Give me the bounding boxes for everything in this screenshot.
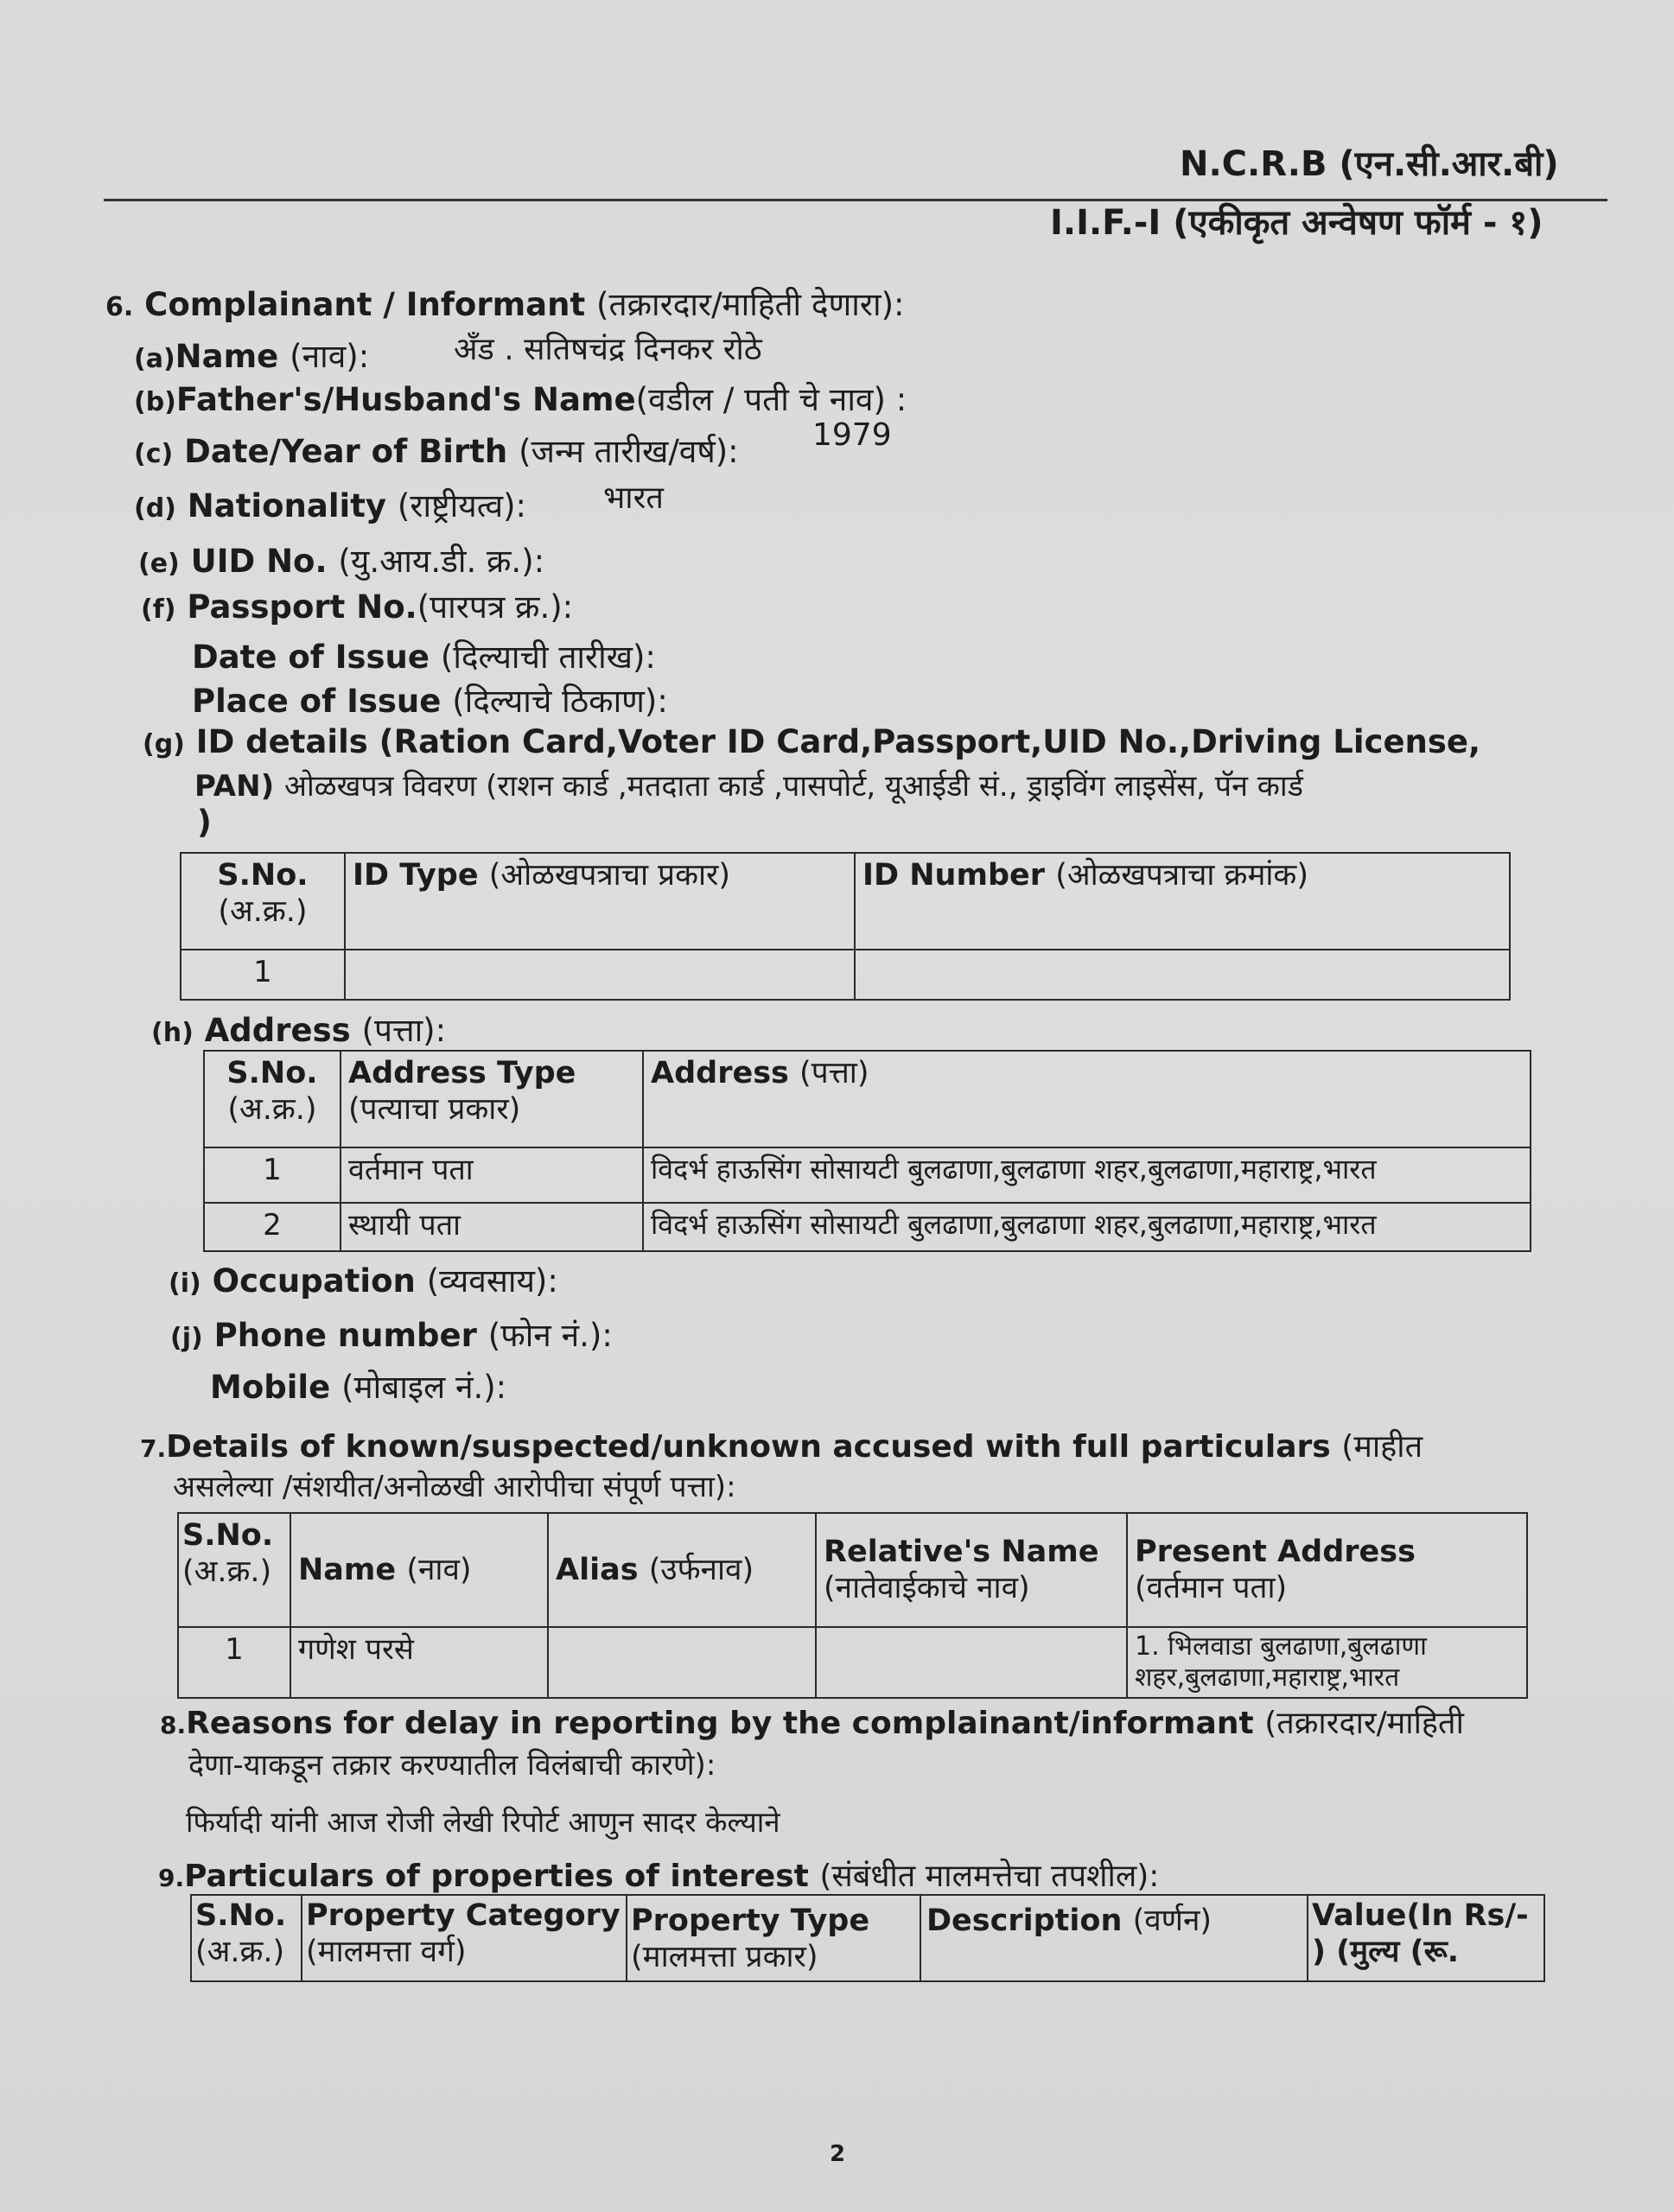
passport-key: (f) (141, 594, 176, 625)
property-col-category-en: Property Category (306, 1898, 621, 1933)
accused-col-alias (548, 1513, 816, 1627)
uid-label: UID No. (190, 543, 328, 580)
section7-title-en: Details of known/suspected/unknown accused with full particulars (166, 1429, 1331, 1465)
accused-col-alias-en: Alias (556, 1553, 639, 1587)
nationality-field (134, 482, 526, 526)
uid-field (138, 537, 544, 582)
table-row (178, 1627, 1527, 1698)
doi-label: Date of Issue (192, 639, 430, 676)
address-key: (h) (151, 1018, 194, 1048)
id-table-col-number (855, 853, 1510, 950)
property-col-value (1308, 1895, 1544, 1981)
accused-col-sno-en: S.No. (182, 1518, 274, 1553)
name-label: Name (175, 338, 279, 375)
nationality-key: (d) (134, 493, 176, 524)
col-number-dv: (ओळखपत्राचा क्रमांक) (1055, 858, 1308, 893)
property-col-description-dv: (वर्णन) (1132, 1904, 1213, 1938)
accused-col-sno-dv: (अ.क्र.) (182, 1554, 272, 1589)
section9-title-dv: (संबंधीत मालमत्तेचा तपशील): (819, 1859, 1160, 1894)
address-field (151, 1007, 446, 1051)
accused-table-header (178, 1513, 1527, 1627)
table-row (204, 1147, 1531, 1203)
mobile-label: Mobile (210, 1369, 331, 1406)
col-type-dv: (ओळखपत्राचा प्रकार) (488, 858, 730, 893)
col-sno-en: S.No. (217, 858, 309, 893)
section7-title (140, 1424, 1423, 1466)
addr-row1-type: वर्तमान पता (341, 1147, 643, 1203)
id-row-number (855, 950, 1510, 1000)
address-table-col-type (341, 1051, 643, 1147)
table-row (204, 1203, 1531, 1251)
accused-col-relative (816, 1513, 1127, 1627)
col-sno-dv: (अ.क्र.) (218, 894, 308, 929)
section7-subtitle: असलेल्या /संशयीत/अनोळखी आरोपीचा संपूर्ण पत्ता): (173, 1470, 736, 1504)
section9-title-en: Particulars of properties of interest (184, 1859, 809, 1894)
section9-number: 9. (158, 1864, 185, 1892)
uid-key: (e) (138, 549, 180, 579)
section9-title (158, 1853, 1159, 1896)
dob-field (134, 428, 739, 472)
dob-key: (c) (134, 439, 174, 469)
section7-title-dv: (माहीत (1341, 1429, 1423, 1465)
passport-field (141, 583, 573, 627)
accused-row-name: गणेश परसे (290, 1627, 548, 1698)
accused-col-relative-dv: (नातेवाईकाचे नाव) (824, 1571, 1030, 1605)
name-field (134, 333, 369, 377)
property-col-type (627, 1895, 920, 1981)
address-table (203, 1050, 1531, 1252)
phone-label: Phone number (213, 1317, 477, 1354)
section8-title (160, 1700, 1464, 1743)
accused-table (177, 1512, 1528, 1699)
addr-col-sno-dv: (अ.क्र.) (227, 1092, 317, 1127)
accused-row-sno: 1 (178, 1627, 290, 1698)
section8-subtitle: देणा-याकडून तक्रार करण्यातील विलंबाची कारणे): (188, 1748, 716, 1783)
addr-row1-address: विदर्भ हाऊसिंग सोसायटी बुलढाणा,बुलढाणा शहर,बुलढाणा,महाराष्ट्र,भारत (643, 1147, 1531, 1203)
address-table-col-sno (204, 1051, 341, 1147)
addr-row2-type: स्थायी पता (341, 1203, 643, 1251)
property-col-sno-dv: (अ.क्र.) (195, 1935, 285, 1969)
accused-col-address (1127, 1513, 1527, 1627)
id-table (180, 852, 1511, 1001)
property-table-header (191, 1895, 1544, 1981)
accused-col-name-dv: (नाव) (406, 1553, 472, 1587)
id-table-col-type (345, 853, 855, 950)
property-col-description-en: Description (926, 1904, 1123, 1938)
section8-title-dv: (तक्रारदार/माहिती (1264, 1706, 1464, 1741)
addr-col-type-dv: (पत्याचा प्रकार) (348, 1092, 521, 1127)
section8-title-en: Reasons for delay in reporting by the complainant/informant (186, 1706, 1254, 1741)
accused-row-address: 1. भिलवाडा बुलढाणा,बुलढाणा शहर,बुलढाणा,महाराष्ट्र,भारत (1127, 1627, 1527, 1698)
date-of-issue-field (192, 633, 656, 677)
addr-col-address-dv: (पत्ता) (799, 1056, 869, 1090)
nationality-label-dv: (राष्ट्रीयत्व): (397, 487, 526, 524)
id-row-type (345, 950, 855, 1000)
accused-col-name (290, 1513, 548, 1627)
page-number: 2 (830, 2141, 846, 2167)
property-col-sno (191, 1895, 302, 1981)
property-col-sno-en: S.No. (195, 1898, 287, 1933)
father-label-dv: (वडील / पती चे नाव) : (635, 381, 907, 418)
phone-field (170, 1312, 613, 1356)
addr-col-type-en: Address Type (348, 1056, 576, 1090)
id-details-line2 (194, 765, 1303, 804)
property-col-type-dv: (मालमत्ता प्रकार) (631, 1940, 818, 1974)
id-details-key: (g) (143, 729, 185, 760)
accused-col-address-en: Present Address (1135, 1535, 1416, 1569)
id-details-dv: ओळखपत्र विवरण (राशन कार्ड ,मतदाता कार्ड ,पासपोर्ट, यूआईडी सं., ड्राइविंग लाइसेंस, पॅन कार्ड (283, 769, 1303, 804)
table-row (181, 950, 1510, 1000)
addr-row2-sno: 2 (204, 1203, 341, 1251)
addr-col-sno-en: S.No. (226, 1056, 318, 1090)
accused-col-sno (178, 1513, 290, 1627)
property-col-value-en: Value(In Rs/- (1312, 1898, 1529, 1933)
addr-row2-address: विदर्भ हाऊसिंग सोसायटी बुलढाणा,बुलढाणा शहर,बुलढाणा,महाराष्ट्र,भारत (643, 1203, 1531, 1251)
delay-reason-value: फिर्यादी यांनी आज रोजी लेखी रिपोर्ट आणुन सादर केल्याने (186, 1805, 780, 1839)
accused-row-alias (548, 1627, 816, 1698)
accused-col-alias-dv: (उर्फनाव) (648, 1553, 754, 1587)
id-details-line1 (143, 723, 1480, 760)
id-details-line3: ) (197, 804, 212, 841)
dob-value: 1979 (812, 417, 892, 453)
property-col-value-dv: ) (मुल्य (रू. (1312, 1935, 1460, 1969)
col-number-en: ID Number (862, 858, 1045, 893)
name-value: अँड . सतिषचंद्र दिनकर रोठे (454, 332, 762, 367)
section6-title-en: Complainant / Informant (144, 286, 586, 323)
nationality-label: Nationality (187, 487, 386, 524)
iif-header: I.I.F.-I (एकीकृत अन्वेषण फॉर्म - १) (1050, 203, 1544, 243)
addr-col-address-en: Address (651, 1056, 789, 1090)
phone-key: (j) (170, 1323, 203, 1353)
property-col-type-en: Property Type (631, 1904, 870, 1938)
address-label: Address (204, 1012, 351, 1049)
accused-col-name-en: Name (298, 1553, 397, 1587)
poi-label: Place of Issue (192, 683, 442, 720)
addr-row1-sno: 1 (204, 1147, 341, 1203)
poi-label-dv: (दिल्याचे ठिकाण): (452, 683, 668, 720)
id-row-sno: 1 (181, 950, 345, 1000)
id-details-text: ID details (Ration Card,Voter ID Card,Passport,UID No.,Driving License, (195, 723, 1481, 760)
name-label-dv: (नाव): (290, 338, 370, 375)
ncrb-header: N.C.R.B (एन.सी.आर.बी) (1180, 144, 1559, 184)
mobile-field (210, 1363, 506, 1408)
property-col-category (302, 1895, 627, 1981)
section8-number: 8. (160, 1711, 187, 1739)
nationality-value: भारत (603, 480, 664, 516)
occupation-key: (i) (169, 1268, 201, 1299)
occupation-label: Occupation (212, 1262, 416, 1300)
place-of-issue-field (192, 677, 668, 721)
section6-title-dv: (तक्रारदार/माहिती देणारा): (596, 286, 905, 323)
accused-col-relative-en: Relative's Name (824, 1535, 1099, 1569)
address-label-dv: (पत्ता): (361, 1012, 447, 1049)
address-table-header (204, 1051, 1531, 1147)
father-key: (b) (134, 387, 176, 417)
col-type-en: ID Type (353, 858, 479, 893)
mobile-label-dv: (मोबाइल नं.): (341, 1369, 507, 1406)
occupation-label-dv: (व्यवसाय): (426, 1262, 558, 1300)
id-table-col-sno (181, 853, 345, 950)
uid-label-dv: (यु.आय.डी. क्र.): (338, 543, 545, 580)
dob-label-dv: (जन्म तारीख/वर्ष): (519, 433, 739, 470)
property-col-description (920, 1895, 1308, 1981)
property-table (190, 1894, 1545, 1982)
father-field (134, 376, 907, 420)
property-col-category-dv: (मालमत्ता वर्ग) (306, 1935, 467, 1969)
doi-label-dv: (दिल्याची तारीख): (440, 639, 656, 676)
section7-number: 7. (140, 1434, 167, 1463)
address-table-col-address (643, 1051, 1531, 1147)
section6-number: 6. (105, 292, 134, 322)
dob-label: Date/Year of Birth (184, 433, 508, 470)
passport-label-dv: (पारपत्र क्र.): (417, 588, 574, 626)
name-key: (a) (134, 344, 175, 374)
passport-label: Passport No. (187, 588, 417, 626)
accused-col-address-dv: (वर्तमान पता) (1135, 1571, 1288, 1605)
occupation-field (169, 1257, 558, 1301)
id-details-pan: PAN) (194, 769, 275, 804)
id-table-header (181, 853, 1510, 950)
phone-label-dv: (फोन नं.): (487, 1317, 613, 1354)
father-label: Father's/Husband's Name (175, 381, 636, 418)
section6-title (105, 281, 905, 325)
accused-row-relative (816, 1627, 1127, 1698)
